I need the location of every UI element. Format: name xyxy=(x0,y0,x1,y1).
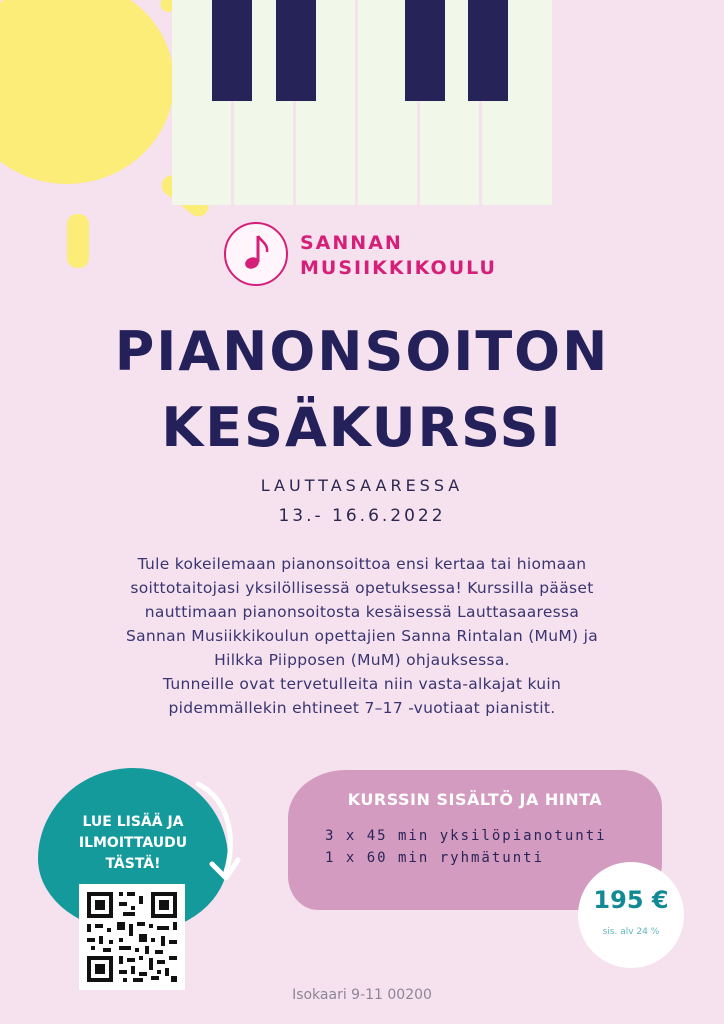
logo-text-line2: MUSIIKKIKOULU xyxy=(300,257,497,279)
address-text: Isokaari 9-11 00200 xyxy=(292,987,432,1003)
description-line: nauttimaan pianonsoitosta kesäisessä Lauttasaaressa xyxy=(144,603,580,621)
piano-black-key xyxy=(468,0,508,101)
price-badge xyxy=(578,862,684,968)
logo-text-line1: SANNAN xyxy=(300,232,403,254)
piano-black-key xyxy=(212,0,252,101)
sun-decoration xyxy=(0,0,174,184)
description-line: Tunneille ovat tervetulleita niin vasta-alkajat kuin xyxy=(162,675,562,693)
course-item-2: 1 x 60 min ryhmätunti xyxy=(325,850,545,866)
location-text: LAUTTASAARESSA xyxy=(260,476,464,495)
sun-ray xyxy=(67,214,89,268)
signup-line3: TÄSTÄ! xyxy=(105,856,161,872)
title-line1: PIANONSOITON xyxy=(114,320,610,383)
page-title xyxy=(0,322,724,458)
course-item-1: 3 x 45 min yksilöpianotunti xyxy=(325,828,607,844)
price-amount: 195 € xyxy=(593,886,669,914)
signup-text[interactable] xyxy=(48,812,218,875)
logo-badge xyxy=(224,222,288,286)
music-note-icon xyxy=(236,232,276,276)
description-line: pidemmällekin ehtineet 7–17 -vuotiaat pianistit. xyxy=(168,699,556,717)
course-description xyxy=(60,552,664,720)
description-line: Hilkka Piipposen (MuM) ohjauksessa. xyxy=(214,651,510,669)
price-vat-note: sis. alv 24 % xyxy=(602,927,660,937)
piano-black-key xyxy=(405,0,445,101)
description-line: soittotaitojasi yksilöllisessä opetuksessa! Kurssilla pääset xyxy=(130,579,594,597)
course-info-heading: KURSSIN SISÄLTÖ JA HINTA xyxy=(347,790,603,809)
piano-keyboard-illustration xyxy=(172,0,552,205)
title-line2: KESÄKURSSI xyxy=(161,396,563,459)
description-line: Tule kokeilemaan pianonsoittoa ensi kertaa tai hiomaan xyxy=(137,555,587,573)
qr-code-icon xyxy=(79,884,185,990)
signup-line1: LUE LISÄÄ JA xyxy=(82,814,184,830)
piano-black-key xyxy=(276,0,316,101)
signup-line2: ILMOITTAUDU xyxy=(78,835,188,851)
description-line: Sannan Musiikkikoulun opettajien Sanna Rintalan (MuM) ja xyxy=(125,627,599,645)
date-text: 13.- 16.6.2022 xyxy=(278,506,446,526)
qr-code[interactable] xyxy=(79,884,185,990)
